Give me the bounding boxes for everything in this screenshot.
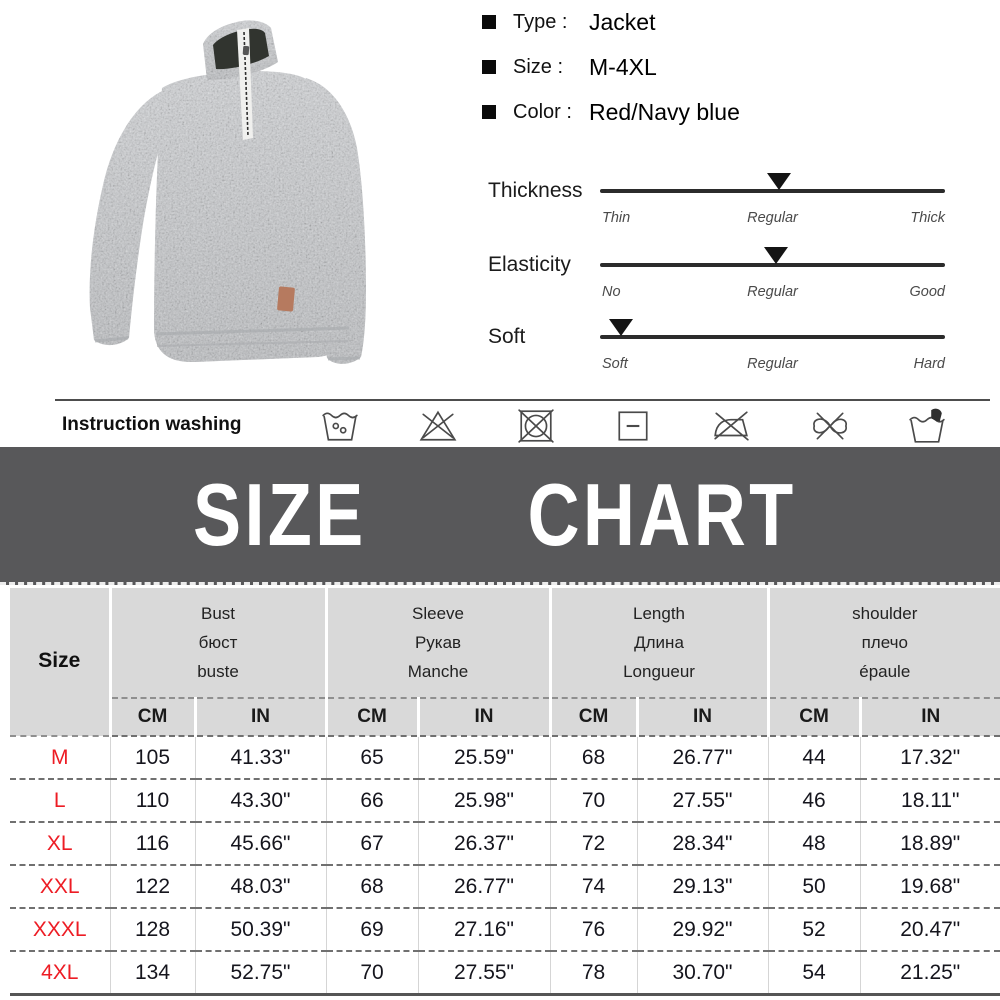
header-line: Bust [200, 603, 236, 623]
spec-label: Color : [513, 100, 572, 123]
measurement-value: 20.47" [860, 908, 1000, 951]
column-header-sleeve [326, 588, 550, 698]
measurement-value: 29.92" [637, 908, 768, 951]
measurement-value: 25.98" [418, 779, 550, 822]
do-not-tumble-dry-icon [516, 408, 556, 444]
column-header-length [550, 588, 768, 698]
unit-header-in: IN [637, 698, 768, 736]
size-label: M [10, 736, 110, 779]
size-label: XL [10, 822, 110, 865]
header-line: Sleeve [412, 603, 464, 623]
measurement-value: 27.55" [637, 779, 768, 822]
measurement-value: 27.16" [418, 908, 550, 951]
size-chart-table [10, 588, 1000, 996]
size-chart-body [10, 736, 1000, 995]
measurement-value: 52.75" [195, 951, 326, 994]
washing-title: Instruction washing [62, 414, 242, 435]
measurement-value: 68 [326, 865, 418, 908]
header-line: shoulder [852, 603, 918, 623]
measurement-value: 17.32" [860, 736, 1000, 779]
dry-flat-icon [613, 408, 653, 444]
spec-row-size [482, 53, 740, 81]
measurement-value: 19.68" [860, 865, 1000, 908]
header-line: плечо [861, 632, 908, 652]
product-specs [482, 8, 740, 143]
measurement-value: 116 [110, 822, 195, 865]
measurement-value: 18.89" [860, 822, 1000, 865]
measurement-value: 68 [550, 736, 637, 779]
measurement-value: 48 [768, 822, 860, 865]
tick-label: Thick [910, 210, 945, 226]
size-label: XXXL [10, 908, 110, 951]
measurement-value: 21.25" [860, 951, 1000, 994]
size-row-xl [10, 822, 1000, 865]
thickness-slider [488, 176, 945, 230]
jacket-photo-illustration [10, 0, 480, 400]
size-label: XXL [10, 865, 110, 908]
header-line: Manche [407, 662, 469, 682]
header-line: бюст [198, 632, 238, 652]
spec-value: Jacket [589, 8, 656, 35]
header-line: buste [197, 662, 239, 682]
spec-label: Size : [513, 55, 564, 78]
bullet-square-icon [482, 15, 496, 29]
measurement-value: 74 [550, 865, 637, 908]
size-row-m [10, 736, 1000, 779]
measurement-value: 50 [768, 865, 860, 908]
measurement-value: 44 [768, 736, 860, 779]
slider-marker [767, 173, 791, 190]
slider-ticks [600, 284, 945, 304]
column-header-shoulder [768, 588, 1000, 698]
measurement-value: 27.55" [418, 951, 550, 994]
measurement-value: 122 [110, 865, 195, 908]
size-row-xxxl [10, 908, 1000, 951]
slider-track [600, 263, 945, 267]
size-chart-banner [0, 447, 1000, 585]
unit-header-cm: CM [550, 698, 637, 736]
spec-label: Type : [513, 10, 568, 33]
tick-label: Regular [747, 284, 798, 300]
measurement-value: 110 [110, 779, 195, 822]
size-row-xxl [10, 865, 1000, 908]
washing-icons [320, 405, 947, 447]
tick-label: Hard [913, 356, 945, 372]
size-row-l [10, 779, 1000, 822]
measurement-value: 46 [768, 779, 860, 822]
measurement-value: 41.33" [195, 736, 326, 779]
spec-value: M-4XL [589, 53, 657, 80]
slider-ticks [600, 210, 945, 230]
tick-label: No [602, 284, 621, 300]
hand-wash-icon [907, 408, 947, 444]
measurement-value: 65 [326, 736, 418, 779]
zipper-pull [243, 46, 250, 55]
measurement-value: 72 [550, 822, 637, 865]
header-line: Longueur [623, 662, 695, 682]
slider-track [600, 335, 945, 339]
wash-tub-icon [320, 408, 360, 444]
header-line: Длина [634, 632, 684, 652]
measurement-value: 26.77" [418, 865, 550, 908]
measurement-value: 128 [110, 908, 195, 951]
measurement-value: 134 [110, 951, 195, 994]
banner-word: CHART [527, 464, 797, 564]
measurement-value: 43.30" [195, 779, 326, 822]
measurement-value: 52 [768, 908, 860, 951]
unit-header-in: IN [860, 698, 1000, 736]
do-not-iron-icon [711, 408, 751, 444]
elasticity-slider [488, 250, 945, 304]
banner-word: SIZE [193, 464, 367, 564]
measurement-value: 105 [110, 736, 195, 779]
slider-label: Thickness [488, 179, 583, 202]
measurement-value: 45.66" [195, 822, 326, 865]
measurement-value: 54 [768, 951, 860, 994]
unit-header-cm: CM [768, 698, 860, 736]
size-label: L [10, 779, 110, 822]
product-photo [10, 0, 480, 400]
header-line: épaule [859, 662, 911, 682]
measurement-value: 28.34" [637, 822, 768, 865]
measurement-value: 67 [326, 822, 418, 865]
slider-ticks [600, 356, 945, 376]
tick-label: Soft [602, 356, 628, 372]
size-row-4xl [10, 951, 1000, 994]
do-not-bleach-icon [418, 408, 458, 444]
unit-header-in: IN [418, 698, 550, 736]
slider-label: Soft [488, 325, 526, 348]
bullet-square-icon [482, 60, 496, 74]
measurement-value: 25.59" [418, 736, 550, 779]
spec-row-type [482, 8, 740, 36]
unit-header-in: IN [195, 698, 326, 736]
measurement-value: 76 [550, 908, 637, 951]
do-not-wring-icon [809, 408, 849, 444]
header-line: Length [633, 603, 686, 623]
measurement-value: 50.39" [195, 908, 326, 951]
measurement-value: 48.03" [195, 865, 326, 908]
slider-marker [609, 319, 633, 336]
unit-header-cm: CM [110, 698, 195, 736]
brand-patch [277, 286, 295, 311]
slider-marker [764, 247, 788, 264]
measurement-value: 29.13" [637, 865, 768, 908]
unit-header-cm: CM [326, 698, 418, 736]
measurement-value: 70 [326, 951, 418, 994]
spec-value: Red/Navy blue [589, 98, 740, 125]
measurement-value: 26.37" [418, 822, 550, 865]
tick-label: Regular [747, 356, 798, 372]
column-header-bust [110, 588, 326, 698]
divider-line [55, 399, 990, 401]
size-label: 4XL [10, 951, 110, 994]
measurement-value: 78 [550, 951, 637, 994]
bullet-square-icon [482, 105, 496, 119]
measurement-value: 30.70" [637, 951, 768, 994]
corner-header: Size [10, 588, 110, 736]
measurement-value: 66 [326, 779, 418, 822]
soft-slider [488, 322, 945, 376]
tick-label: Good [909, 284, 945, 300]
slider-track [600, 189, 945, 193]
slider-label: Elasticity [488, 253, 571, 276]
measurement-value: 18.11" [860, 779, 1000, 822]
tick-label: Regular [747, 210, 798, 226]
measurement-value: 70 [550, 779, 637, 822]
spec-row-color [482, 98, 740, 126]
measurement-value: 69 [326, 908, 418, 951]
tick-label: Thin [602, 210, 631, 226]
header-line: Рукав [414, 632, 462, 652]
measurement-value: 26.77" [637, 736, 768, 779]
